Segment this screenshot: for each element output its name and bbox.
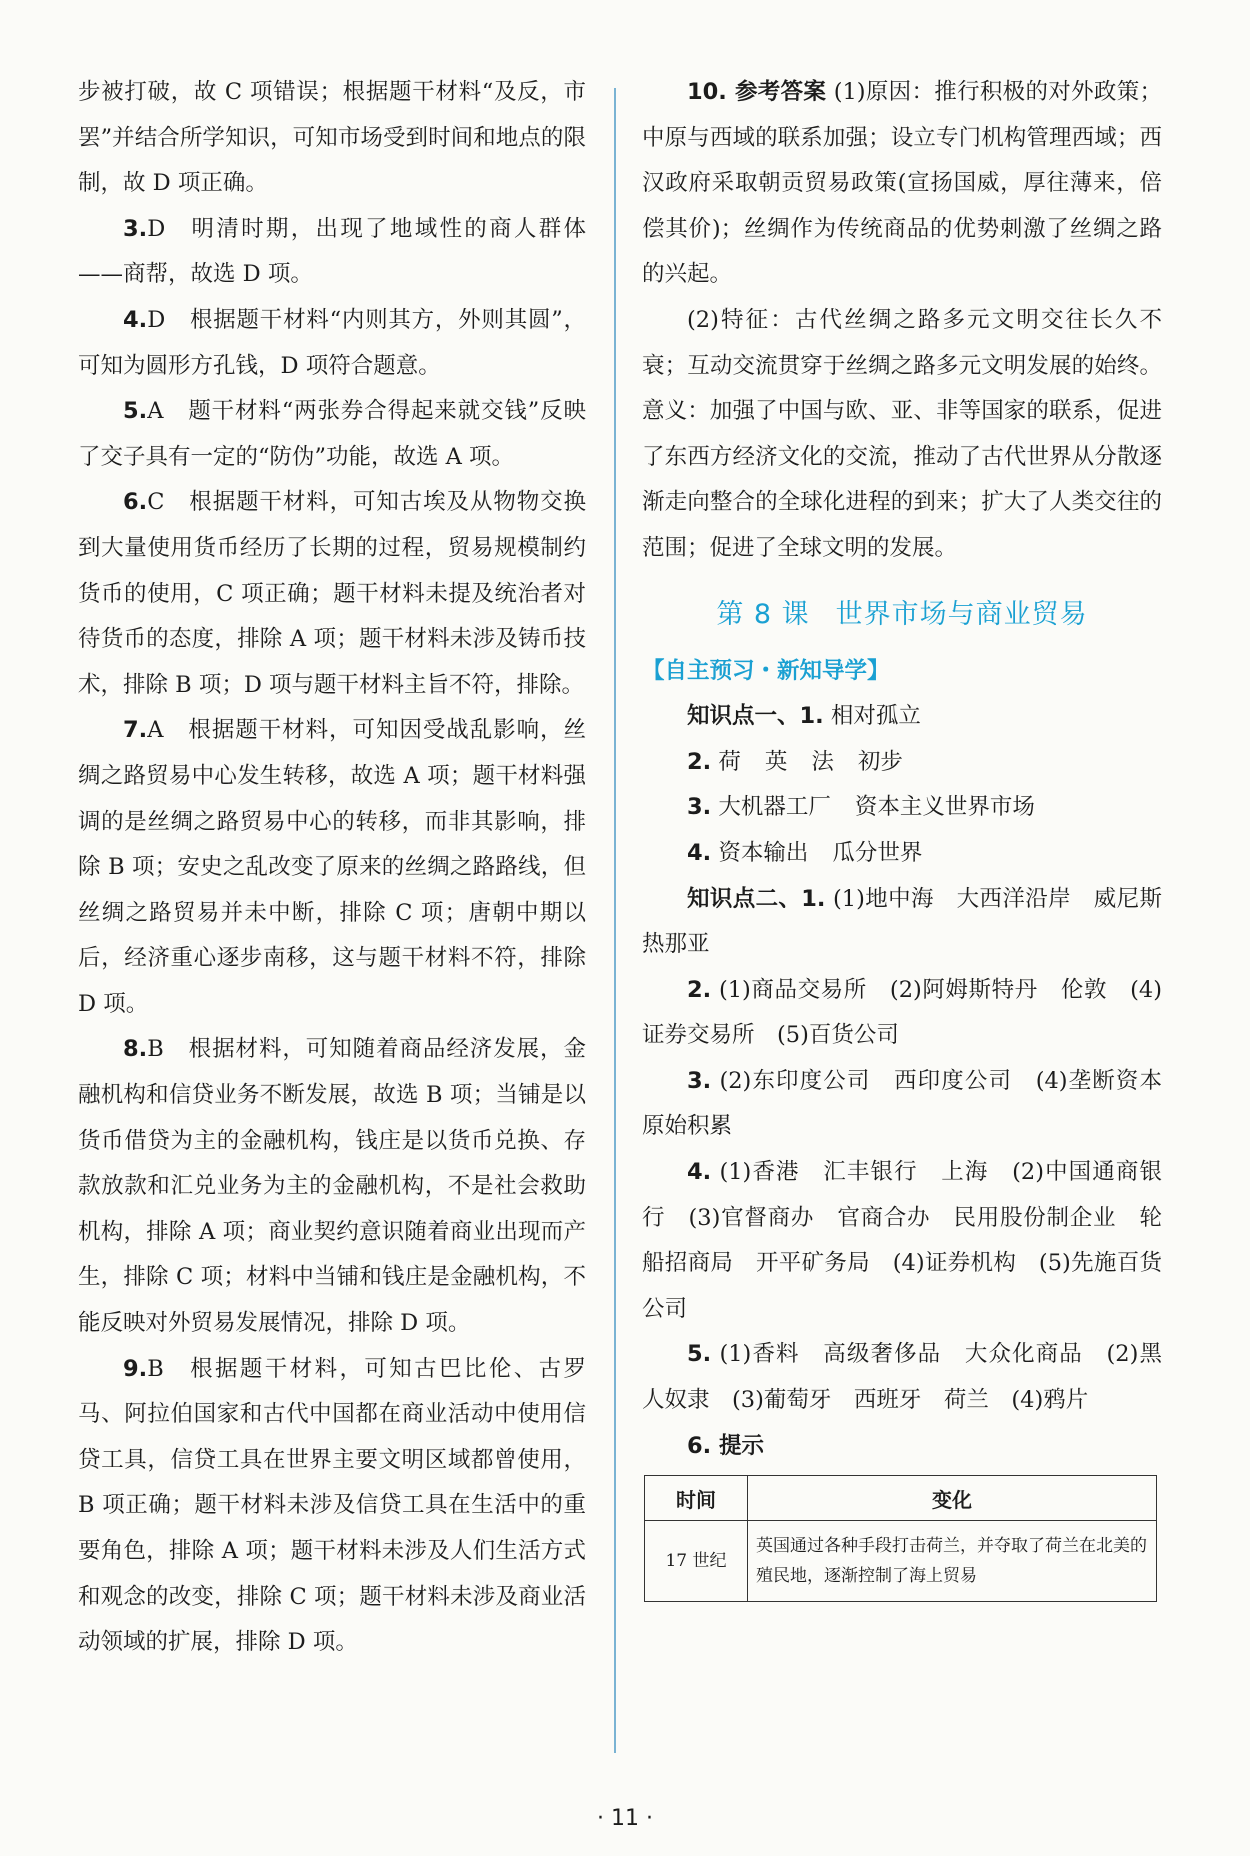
lesson-title [642,592,1162,631]
knowledge-point-2-item-3: 3. (2)东印度公司 西印度公司 (4)垄断资本原始积累 [642,1067,1162,1140]
knowledge-point-2-item-1: 知识点二、1. (1)地中海 大西洋沿岸 威尼斯 热那亚 [642,885,1185,958]
left-column [78,70,586,1666]
section-heading: 【自主预习・新知导学】 [642,657,890,684]
knowledge-point-1-item-1: 知识点一、1. 相对孤立 [687,703,921,730]
lesson-name: 世界市场与商业贸易 [835,598,1088,630]
column-divider [614,88,616,1753]
page-number: · 11 · [597,1806,653,1831]
knowledge-point-2-item-2: 2. (1)商品交易所 (2)阿姆斯特丹 伦敦 (4)证券交易所 (5)百货公司 [642,976,1162,1049]
knowledge-point-2-item-5: 5. (1)香料 高级奢侈品 大众化商品 (2)黑人奴隶 (3)葡萄牙 西班牙 荷兰 (4)鸦片 [642,1341,1162,1414]
table-header-row [645,1476,1157,1521]
knowledge-point-1-item-4: 4. 资本输出 瓜分世界 [687,839,923,866]
answer-5: 5.A 题干材料“两张券合得起来就交钱”反映了交子具有一定的“防伪”功能，故选 A 项。 [78,398,586,470]
answer-10: 10. 参考答案 (1)原因：推行积极的对外政策；中原与西域的联系加强；设立专门机构管理西域；西汉政府采取朝贡贸易政策(宣扬国威，厚往薄来，倍偿其价)；丝绸作为传统商品的优势刺激了丝绸之路的兴起。 [642,79,1163,288]
table-header-change: 变化 [748,1476,1157,1521]
knowledge-point-2-item-6: 6. 提示 [687,1432,765,1459]
table-row [645,1521,1157,1602]
table-cell-time: 17 世纪 [645,1521,748,1602]
knowledge-point-2-item-4: 4. (1)香港 汇丰银行 上海 (2)中国通商银行 (3)官督商办 官商合办 民用股份制企业 轮船招商局 开平矿务局 (4)证券机构 (5)先施百货公司 [642,1159,1162,1322]
knowledge-point-1-item-2: 2. 荷 英 法 初步 [687,748,903,775]
knowledge-point-1-item-3: 3. 大机器工厂 资本主义世界市场 [687,794,1035,821]
answer-6: 6.C 根据题干材料，可知古埃及从物物交换到大量使用货币经历了长期的过程，贸易规模制约货币的使用，C 项正确；题干材料未提及统治者对待货币的态度，排除 A 项；题干材料未涉及铸币技术，排除 B 项；D 项与题干材料主旨不符，排除。 [78,489,586,698]
table-header-time: 时间 [645,1476,748,1521]
right-column [642,70,1185,1602]
answer-9: 9.B 根据题干材料，可知古巴比伦、古罗马、阿拉伯国家和古代中国都在商业活动中使用信贷工具，信贷工具在世界主要文明区域都曾使用，B 项正确；题干材料未涉及信贷工具在生活中的重要角色，排除 A 项；题干材料未涉及人们生活方式和观念的改变，排除 C 项；题干材料未涉及商业活动领域的扩展，排除 D 项。 [78,1355,586,1656]
answer-10-part-2: (2)特征：古代丝绸之路多元文明交往长久不衰；互动交流贯穿于丝绸之路多元文明发展的始终。意义：加强了中国与欧、亚、非等国家的联系，促进了东西方经济文化的交流，推动了古代世界从分散逐渐走向整合的全球化进程的到来；扩大了人类交往的范围；促进了全球文明的发展。 [642,306,1162,561]
answer-2-continued: 步被打破，故 C 项错误；根据题干材料“及反，市罢”并结合所学知识，可知市场受到时间和地点的限制，故 D 项正确。 [78,79,586,197]
answer-7: 7.A 根据题干材料，可知因受战乱影响，丝绸之路贸易中心发生转移，故选 A 项；题干材料强调的是丝绸之路贸易中心的转移，而非其影响，排除 B 项；安史之乱改变了原来的丝绸之路路线，但丝绸之路贸易并未中断，排除 C 项；唐朝中期以后，经济重心逐步南移，这与题干材料不符，排除 D 项。 [78,717,586,1017]
table-cell-change: 英国通过各种手段打击荷兰，并夺取了荷兰在北美的殖民地，逐渐控制了海上贸易 [748,1521,1157,1602]
answer-3: 3.D 明清时期，出现了地域性的商人群体——商帮，故选 D 项。 [78,215,586,288]
answer-8: 8.B 根据材料，可知随着商品经济发展，金融机构和信贷业务不断发展，故选 B 项；当铺是以货币借贷为主的金融机构，钱庄是以货币兑换、存款放款和汇兑业务为主的金融机构，不是社会救助机构，排除 A 项；商业契约意识随着商业出现而产生，排除 C 项；材料中当铺和钱庄是金融机构，不能反映对外贸易发展情况，排除 D 项。 [78,1036,586,1337]
lesson-number: 第 8 课 [716,598,810,630]
changes-table [644,1475,1157,1602]
answer-4: 4.D 根据题干材料“内则其方，外则其圆”，可知为圆形方孔钱，D 项符合题意。 [78,306,586,379]
